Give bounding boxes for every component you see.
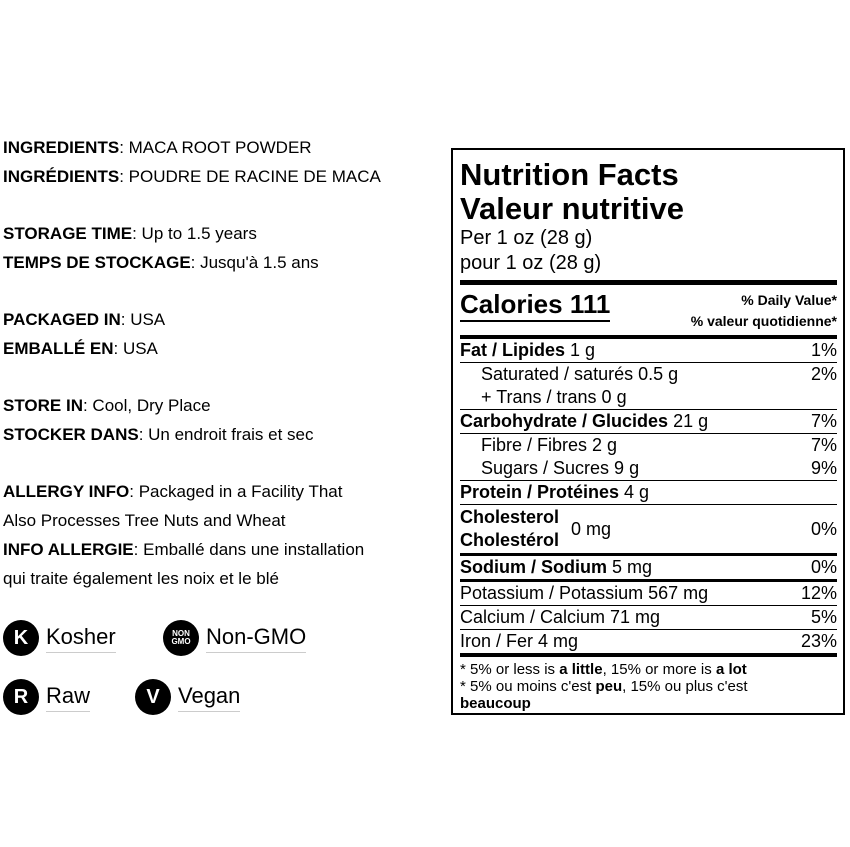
nongmo-label: Non-GMO <box>206 624 306 653</box>
vegan-badge <box>135 679 240 715</box>
kosher-label: Kosher <box>46 624 116 653</box>
sugars-row: Sugars / Sucres 9 g 9% <box>460 457 837 481</box>
storage-fr-line: TEMPS DE STOCKAGE: Jusqu'à 1.5 ans <box>3 253 319 272</box>
nongmo-icon: NON GMO <box>163 620 199 656</box>
allergy-fr-line: INFO ALLERGIE: Emballé dans une installation <box>3 540 365 559</box>
cholesterol-row: Cholesterol Cholestérol 0 mg 0% <box>460 505 837 556</box>
serving-fr: pour 1 oz (28 g) <box>460 252 602 274</box>
daily-value-header: % Daily Value* % valeur quotidienne* <box>690 292 837 329</box>
packaged-fr-line: EMBALLÉ EN: USA <box>3 339 158 358</box>
nutrition-title-fr: Valeur nutritive <box>460 191 684 226</box>
sodium-row: Sodium / Sodium 5 mg 0% <box>460 556 837 582</box>
thick-divider <box>460 280 837 285</box>
nongmo-badge <box>163 620 306 656</box>
allergy-fr-line-2: qui traite également les noix et le blé <box>3 569 279 588</box>
fibre-row: Fibre / Fibres 2 g 7% <box>481 435 837 455</box>
carbohydrate-row: Carbohydrate / Glucides 21 g 7% <box>460 410 837 434</box>
calcium-row: Calcium / Calcium 71 mg 5% <box>460 606 837 630</box>
vegan-icon: V <box>135 679 171 715</box>
protein-row: Protein / Protéines 4 g <box>460 481 837 505</box>
raw-icon: R <box>3 679 39 715</box>
potassium-row: Potassium / Potassium 567 mg 12% <box>460 582 837 606</box>
storage-line: STORAGE TIME: Up to 1.5 years <box>3 224 257 243</box>
nutrition-title-en: Nutrition Facts <box>460 157 679 192</box>
kosher-badge <box>3 620 116 656</box>
nutrition-facts-panel <box>451 148 845 715</box>
packaged-line: PACKAGED IN: USA <box>3 310 166 329</box>
store-line: STORE IN: Cool, Dry Place <box>3 396 211 415</box>
ingredients-line: INGREDIENTS: MACA ROOT POWDER <box>3 138 312 157</box>
product-info <box>3 133 448 593</box>
trans-row: + Trans / trans 0 g <box>460 386 837 410</box>
iron-row: Iron / Fer 4 mg 23% <box>460 630 837 657</box>
calories-row <box>460 290 837 332</box>
fat-row: Fat / Lipides 1 g 1% <box>460 339 837 363</box>
calories: Calories 111 <box>460 290 610 322</box>
raw-badge <box>3 679 90 715</box>
allergy-line: ALLERGY INFO: Packaged in a Facility That <box>3 482 343 501</box>
footnote: * 5% or less is a little, 15% or more is a lot * 5% ou moins c'est peu, 15% ou plus c'est beaucoup <box>460 661 748 712</box>
store-fr-line: STOCKER DANS: Un endroit frais et sec <box>3 425 314 444</box>
kosher-icon: K <box>3 620 39 656</box>
vegan-label: Vegan <box>178 683 240 712</box>
allergy-line-2: Also Processes Tree Nuts and Wheat <box>3 511 286 530</box>
saturated-row: Saturated / saturés 0.5 g 2% <box>481 364 837 384</box>
serving-en: Per 1 oz (28 g) <box>460 227 593 249</box>
ingredients-fr-line: INGRÉDIENTS: POUDRE DE RACINE DE MACA <box>3 167 381 186</box>
raw-label: Raw <box>46 683 90 712</box>
